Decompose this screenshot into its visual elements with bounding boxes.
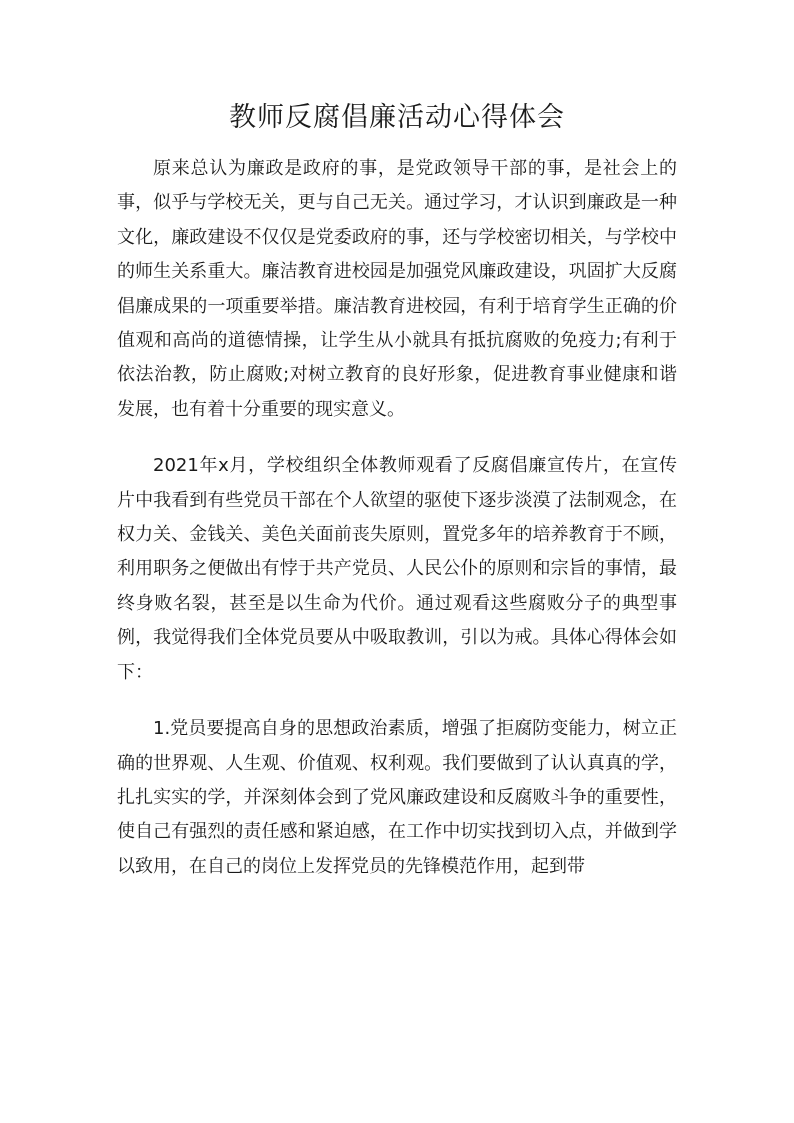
document-title: 教师反腐倡廉活动心得体会 [229,102,565,133]
paragraph-point-1: 1.党员要提高自身的思想政治素质，增强了拒腐防变能力，树立正确的世界观、人生观、价值观、权利观。我们要做到了认认真真的学，扎扎实实的学，并深刻体会到了党风廉政建设和反腐败斗争的重要性，使自己有强烈的责任感和紧迫感，在工作中切实找到切入点，并做到学以致用，在自己的岗位上发挥党员的先锋模范作用，起到带 [117,718,677,877]
paragraph-intro: 原来总认为廉政是政府的事，是党政领导干部的事，是社会上的事，似乎与学校无关，更与自己无关。通过学习，才认识到廉政是一种文化，廉政建设不仅仅是党委政府的事，还与学校密切相关，与学校中的师生关系重大。廉洁教育进校园是加强党风廉政建设，巩固扩大反腐倡廉成果的一项重要举措。廉洁教育进校园，有利于培育学生正确的价值观和高尚的道德情操，让学生从小就具有抵抗腐败的免疫力;有利于依法治教，防止腐败;对树立教育的良好形象，促进教育事业健康和谐发展，也有着十分重要的现实意义。 [117,158,677,420]
document-body [117,152,677,906]
paragraph-video-viewing: 2021年x月，学校组织全体教师观看了反腐倡廉宣传片，在宣传片中我看到有些党员干部在个人欲望的驱使下逐步淡漠了法制观念，在权力关、金钱关、美色关面前丧失原则，置党多年的培养教育于不顾，利用职务之便做出有悖于共产党员、人民公仆的原则和宗旨的事情，最终身败名裂，甚至是以生命为代价。通过观看这些腐败分子的典型事例，我觉得我们全体党员要从中吸取教训，引以为戒。具体心得体会如下： [117,455,677,683]
